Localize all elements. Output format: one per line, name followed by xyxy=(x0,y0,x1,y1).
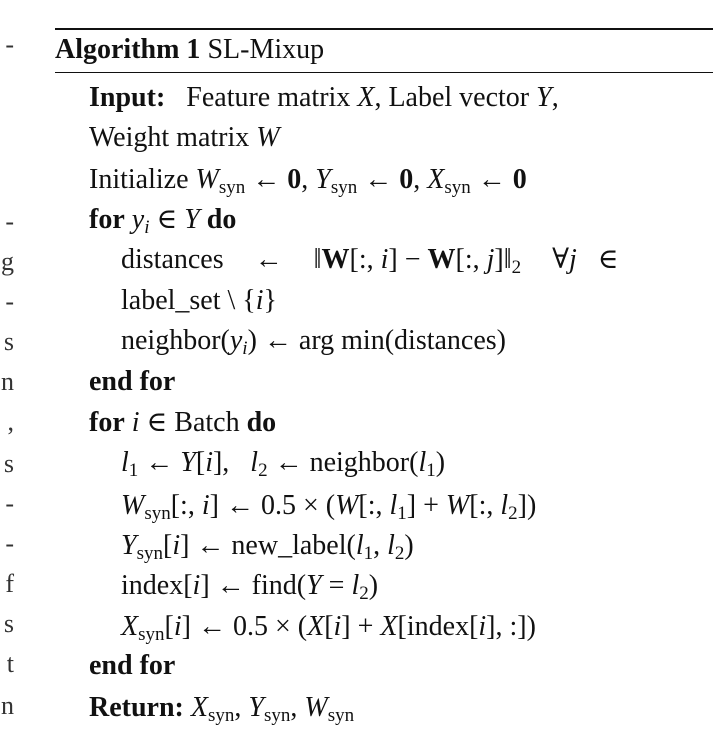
distances-text: distances xyxy=(121,244,224,275)
math-var-bold: W xyxy=(321,244,350,275)
math-text: ] ← 0.5 × ( xyxy=(181,611,308,642)
math-var: l xyxy=(387,530,395,561)
math-text: ], :]) xyxy=(486,611,536,642)
subscript: 2 xyxy=(508,503,518,524)
math-var: l xyxy=(418,447,427,478)
labels-line: $l_1$ ← Y[i], $l_2$ ← $neighbor(l_1)$ xyxy=(121,447,446,481)
math-var: X xyxy=(380,611,398,642)
math-var: W xyxy=(256,122,280,153)
math-var: W xyxy=(335,490,359,521)
math-var: W xyxy=(195,164,219,195)
caption-rule xyxy=(55,72,713,73)
math-var: l xyxy=(389,490,398,521)
assign-arrow: ← xyxy=(216,570,245,601)
init-text: Initialize xyxy=(89,164,189,195)
subscript: syn xyxy=(207,705,235,726)
margin-glyph: g xyxy=(1,247,14,276)
subscript: 1 xyxy=(426,460,436,481)
for-loop-labels xyxy=(89,200,236,240)
input-text: Feature matrix xyxy=(186,82,351,113)
math-var: j xyxy=(569,244,577,275)
label-set-line xyxy=(121,281,277,321)
math-text: ] + xyxy=(406,490,446,521)
end-for-keyword: end for xyxy=(89,650,176,681)
math-var: y xyxy=(229,325,243,356)
neighbor-line: $neighbor(y_i)$ ← arg min(distances) xyxy=(121,325,506,359)
index-line: index[i] ← find(Y = $l_2$) xyxy=(121,570,379,604)
math-text: [index[ xyxy=(397,611,479,642)
math-var: l xyxy=(500,490,509,521)
for-keyword: for xyxy=(89,204,125,235)
math-var: Y xyxy=(536,82,552,113)
math-text: [:, xyxy=(469,490,501,521)
end-for-line xyxy=(89,362,175,402)
math-var: W xyxy=(445,490,470,521)
math-var: Y xyxy=(180,447,196,478)
ysyn-line: $Y_{syn}[i]$ ← $new\_label(l_1$, $l_2$) xyxy=(121,530,414,564)
for-keyword: for xyxy=(89,407,125,438)
label-set-text: label_set \ { xyxy=(121,285,256,316)
subscript: 2 xyxy=(258,460,268,481)
math-text: [:, xyxy=(455,244,487,275)
do-keyword: do xyxy=(246,407,277,438)
math-var: i xyxy=(201,490,210,521)
subscript: syn xyxy=(330,177,358,198)
margin-glyph: s xyxy=(3,327,14,356)
math-text: ] xyxy=(200,570,210,601)
math-var: i xyxy=(205,447,213,478)
margin-glyph: - xyxy=(5,207,14,236)
math-var: i xyxy=(333,611,342,642)
margin-glyph: , xyxy=(7,407,14,436)
element-of: ∈ xyxy=(597,244,619,275)
return-keyword: Return: xyxy=(89,692,184,723)
math-text: [ xyxy=(162,530,173,561)
norm-close: ]‖ xyxy=(494,244,512,275)
math-text: [ xyxy=(164,611,174,642)
math-var: i xyxy=(255,285,264,316)
subscript: i xyxy=(242,338,248,359)
math-text: ] xyxy=(212,447,223,478)
math-var: Y xyxy=(184,204,200,235)
input-line-continued xyxy=(89,118,280,158)
xsyn-line xyxy=(121,607,536,647)
margin-glyph: f xyxy=(5,569,14,598)
algorithm-caption xyxy=(55,31,324,69)
algorithm-label: Algorithm 1 xyxy=(55,34,201,65)
subscript: 1 xyxy=(363,543,374,564)
subscript: 2 xyxy=(511,257,522,278)
math-var: X xyxy=(121,611,139,642)
math-var: i xyxy=(192,570,201,601)
assign-arrow: ← xyxy=(254,244,283,275)
math-text: ] − xyxy=(388,244,428,275)
initialize-line: Initialize $W_{syn}$ ← 0, $Y_{syn}$ ← 0, $X_{syn}$ ← 0 xyxy=(89,164,527,198)
subscript: syn xyxy=(218,177,246,198)
subscript: syn xyxy=(144,503,171,524)
math-var: l xyxy=(250,447,259,478)
margin-glyph: - xyxy=(5,287,14,316)
math-text: ] + xyxy=(341,611,381,642)
wsyn-line xyxy=(121,486,536,526)
input-text: , Label vector xyxy=(374,82,530,113)
find-text: find( xyxy=(251,570,307,601)
math-var: X xyxy=(427,164,445,195)
math-text: [ xyxy=(195,447,206,478)
subscript: 1 xyxy=(397,503,407,524)
zero-vector: 0 xyxy=(512,164,527,195)
for-loop-batch xyxy=(89,403,276,443)
math-var: W xyxy=(304,692,328,723)
input-line xyxy=(89,78,559,118)
subscript: syn xyxy=(444,177,471,198)
math-var: X xyxy=(357,82,375,113)
margin-glyph: - xyxy=(5,529,14,558)
math-var: Y xyxy=(121,530,137,561)
input-text: , xyxy=(551,82,559,113)
math-var: W xyxy=(121,490,145,521)
subscript: 1 xyxy=(128,460,139,481)
math-text: [:, xyxy=(170,490,202,521)
subscript: syn xyxy=(263,705,291,726)
math-var: l xyxy=(121,447,129,478)
distances-line xyxy=(121,240,619,280)
math-var: i xyxy=(380,244,389,275)
subscript: 2 xyxy=(359,583,369,604)
math-var: l xyxy=(355,530,364,561)
neighbor-text: neighbor( xyxy=(121,325,230,356)
math-var-bold: W xyxy=(427,244,456,275)
assign-arrow: ← xyxy=(252,164,281,195)
element-of: ∈ xyxy=(156,204,178,235)
math-var: l xyxy=(351,570,360,601)
index-text: index[ xyxy=(121,570,193,601)
top-rule xyxy=(55,28,713,30)
assign-arrow: ← xyxy=(274,447,303,478)
subscript: i xyxy=(144,217,150,238)
end-for-keyword: end for xyxy=(89,366,176,397)
math-text: ]) xyxy=(517,490,537,521)
math-var: i xyxy=(172,530,181,561)
math-var: Y xyxy=(306,570,322,601)
norm-open: ‖ xyxy=(313,244,322,275)
assign-arrow: ← xyxy=(364,164,393,195)
zero-vector: 0 xyxy=(287,164,302,195)
margin-glyph: n xyxy=(1,367,14,396)
zero-vector: 0 xyxy=(399,164,414,195)
element-of: ∈ xyxy=(146,407,168,438)
subscript: syn xyxy=(327,705,355,726)
margin-glyph: - xyxy=(5,30,14,59)
math-var: X xyxy=(307,611,325,642)
math-var: i xyxy=(478,611,487,642)
math-text: ] xyxy=(180,530,190,561)
margin-glyph: s xyxy=(3,609,14,638)
do-keyword: do xyxy=(206,204,237,235)
math-var: Y xyxy=(315,164,331,195)
math-text: } xyxy=(263,285,277,316)
input-text: Weight matrix xyxy=(89,122,250,153)
assign-arrow: ← xyxy=(263,325,292,356)
math-text: [:, xyxy=(358,490,390,521)
math-var: X xyxy=(190,692,208,723)
input-keyword: Input: xyxy=(89,82,166,113)
assign-arrow: ← xyxy=(196,530,225,561)
assign-arrow: ← xyxy=(145,447,174,478)
margin-glyph: s xyxy=(3,449,14,478)
math-text: = xyxy=(321,570,352,601)
new-label-text: new_label( xyxy=(231,530,356,561)
return-line: Return: $X_{syn}$, $Y_{syn}$, $W_{syn}$ xyxy=(89,692,355,726)
algorithm-name: SL-Mixup xyxy=(207,34,325,65)
math-text: [ xyxy=(324,611,334,642)
argmin-text: arg min(distances) xyxy=(298,325,506,356)
math-text: ] ← 0.5 × ( xyxy=(209,490,336,521)
math-var: Y xyxy=(248,692,264,723)
subscript: syn xyxy=(136,543,163,564)
batch-text: Batch xyxy=(174,407,240,438)
math-var: y xyxy=(131,204,145,235)
math-var: i xyxy=(131,407,140,438)
subscript: 2 xyxy=(394,543,405,564)
math-text: [:, xyxy=(349,244,381,275)
assign-arrow: ← xyxy=(477,164,506,195)
margin-glyph: n xyxy=(1,691,14,720)
margin-glyph: - xyxy=(5,489,14,518)
margin-glyph: t xyxy=(6,649,14,678)
end-for-line xyxy=(89,646,175,686)
neighbor-text: neighbor( xyxy=(309,447,419,478)
math-var: j xyxy=(486,244,495,275)
math-var: i xyxy=(173,611,182,642)
forall-symbol: ∀ xyxy=(552,244,570,275)
subscript: syn xyxy=(138,624,165,645)
